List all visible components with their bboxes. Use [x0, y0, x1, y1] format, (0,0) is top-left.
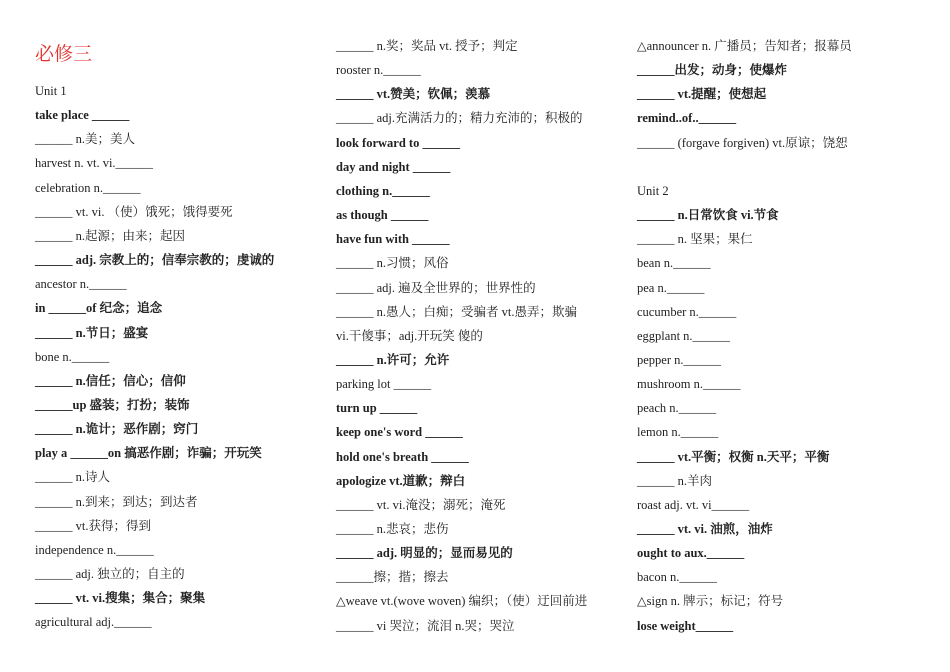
vocab-line: take place ______	[35, 108, 130, 123]
vocab-line: remind..of..______	[637, 111, 737, 126]
vocab-line: apologize vt.道歉；辩白	[336, 473, 466, 488]
vocab-line: ______ n.美；美人	[35, 132, 136, 147]
vocab-line: ______ n.日常饮食 vi.节食	[637, 208, 779, 222]
vocab-line: pepper n.______	[637, 352, 722, 367]
vocab-line: day and night ______	[336, 159, 451, 174]
vocab-line: ______up 盛装；打扮；装饰	[35, 397, 190, 412]
vocab-line: ______ vt. vi. 油煎，油炸	[637, 522, 773, 536]
vocab-line: ______ n.到来；到达；到达者	[35, 494, 198, 509]
vocab-line: ______ adj. 明显的；显而易见的	[336, 546, 513, 561]
vocab-line: pea n.______	[637, 280, 705, 295]
vocab-line: ______ vi 哭泣；流泪 n.哭；哭泣	[336, 618, 515, 633]
vocab-line: △sign n. 牌示；标记；符号	[637, 594, 784, 609]
vocab-line: in ______of 纪念；追念	[35, 301, 163, 316]
vocab-line: bone n.______	[35, 349, 110, 364]
vocab-line: ______ adj. 独立的；自主的	[35, 567, 185, 581]
vocab-line: ______ vt.提醒；使想起	[637, 87, 767, 102]
vocab-line: parking lot ______	[336, 377, 432, 392]
vocab-line: Unit 1	[35, 84, 67, 98]
vocab-line: ______ n.奖；奖品 vt. 授予；判定	[336, 39, 518, 53]
vocab-line: ______ n.习惯；风俗	[336, 256, 449, 271]
vocab-line: hold one's breath ______	[336, 449, 469, 464]
vocab-line: ______ n.节日；盛宴	[35, 325, 149, 340]
vocab-line: clothing n.______	[336, 183, 430, 198]
vocab-line: ______ n.诡计；恶作剧；窍门	[35, 422, 199, 437]
vocab-line: ______ n.羊肉	[637, 473, 713, 488]
vocab-line: celebration n.______	[35, 180, 141, 195]
vocab-line: ______ vt. vi.淹没；溺死；淹死	[336, 497, 506, 512]
vocab-line: have fun with ______	[336, 232, 450, 247]
vocab-line: ______ n.许可；允许	[336, 352, 450, 367]
vocab-line: ______ adj.充满活力的；精力充沛的；积极的	[336, 111, 583, 126]
vocab-line: peach n.______	[637, 401, 717, 416]
vocab-line: ______ n. 坚果；果仁	[637, 232, 753, 247]
vocab-line: mushroom n.______	[637, 377, 741, 392]
vocab-line: ______ vt.赞美；钦佩；羡慕	[336, 87, 491, 102]
vocab-line: ought to aux.______	[637, 546, 745, 561]
vocab-line: independence n.______	[35, 542, 154, 557]
vocab-line: vi.干傻事；adj.开玩笑 傻的	[336, 328, 483, 343]
vocab-line: Unit 2	[637, 183, 669, 198]
vocab-line: ______ vt.获得；得到	[35, 518, 151, 533]
vocab-line: ______出发；动身；使爆炸	[637, 63, 788, 78]
vocab-line: ______ n.悲哀；悲伤	[336, 522, 449, 536]
vocab-line: roast adj. vt. vi______	[637, 497, 750, 512]
vocab-line: cucumber n.______	[637, 304, 737, 319]
vocab-line: turn up ______	[336, 401, 418, 416]
vocab-line: ______ n.愚人；白痴；受骗者 vt.愚弄；欺骗	[336, 304, 577, 319]
vocab-line: lose weight______	[637, 618, 734, 633]
vocab-line: ______ vt.平衡；权衡 n.天平；平衡	[637, 449, 830, 464]
vocab-line: look forward to ______	[336, 135, 460, 150]
vocab-line: ancestor n.______	[35, 277, 127, 292]
vocab-line: bacon n.______	[637, 570, 717, 585]
vocab-line: △announcer n. 广播员；告知者；报幕员	[637, 39, 852, 53]
vocab-line: △weave vt.(wove woven) 编织；（使）迂回前进	[336, 594, 588, 609]
vocab-line: keep one's word ______	[336, 425, 463, 440]
vocab-line: rooster n.______	[336, 63, 421, 78]
vocab-line: ______ adj. 宗教上的；信奉宗教的；虔诚的	[35, 253, 275, 267]
vocab-line: ______ vt. vi. （使）饿死；饿得要死	[35, 204, 233, 219]
vocab-line: eggplant n.______	[637, 328, 731, 343]
vocab-line: ______ vt. vi.搜集；集合；聚集	[35, 591, 206, 606]
vocab-line: ______ (forgave forgiven) vt.原谅；饶恕	[637, 135, 848, 150]
vocab-line: play a ______on 搞恶作剧；诈骗；开玩笑	[35, 446, 262, 461]
vocab-line: harvest n. vt. vi.______	[35, 156, 154, 171]
vocab-line: ______擦；揩；擦去	[336, 570, 449, 585]
page-title: 必修三	[35, 43, 93, 65]
vocab-line: ______ n.起源；由来；起因	[35, 228, 186, 243]
vocab-line: bean n.______	[637, 256, 711, 271]
vocab-line: ______ n.诗人	[35, 470, 111, 485]
vocab-line: ______ adj. 遍及全世界的；世界性的	[336, 280, 536, 295]
vocab-line: lemon n.______	[637, 425, 719, 440]
vocab-line: as though ______	[336, 208, 429, 222]
vocab-line: agricultural adj.______	[35, 615, 152, 630]
vocab-line: ______ n.信任；信心；信仰	[35, 373, 186, 388]
